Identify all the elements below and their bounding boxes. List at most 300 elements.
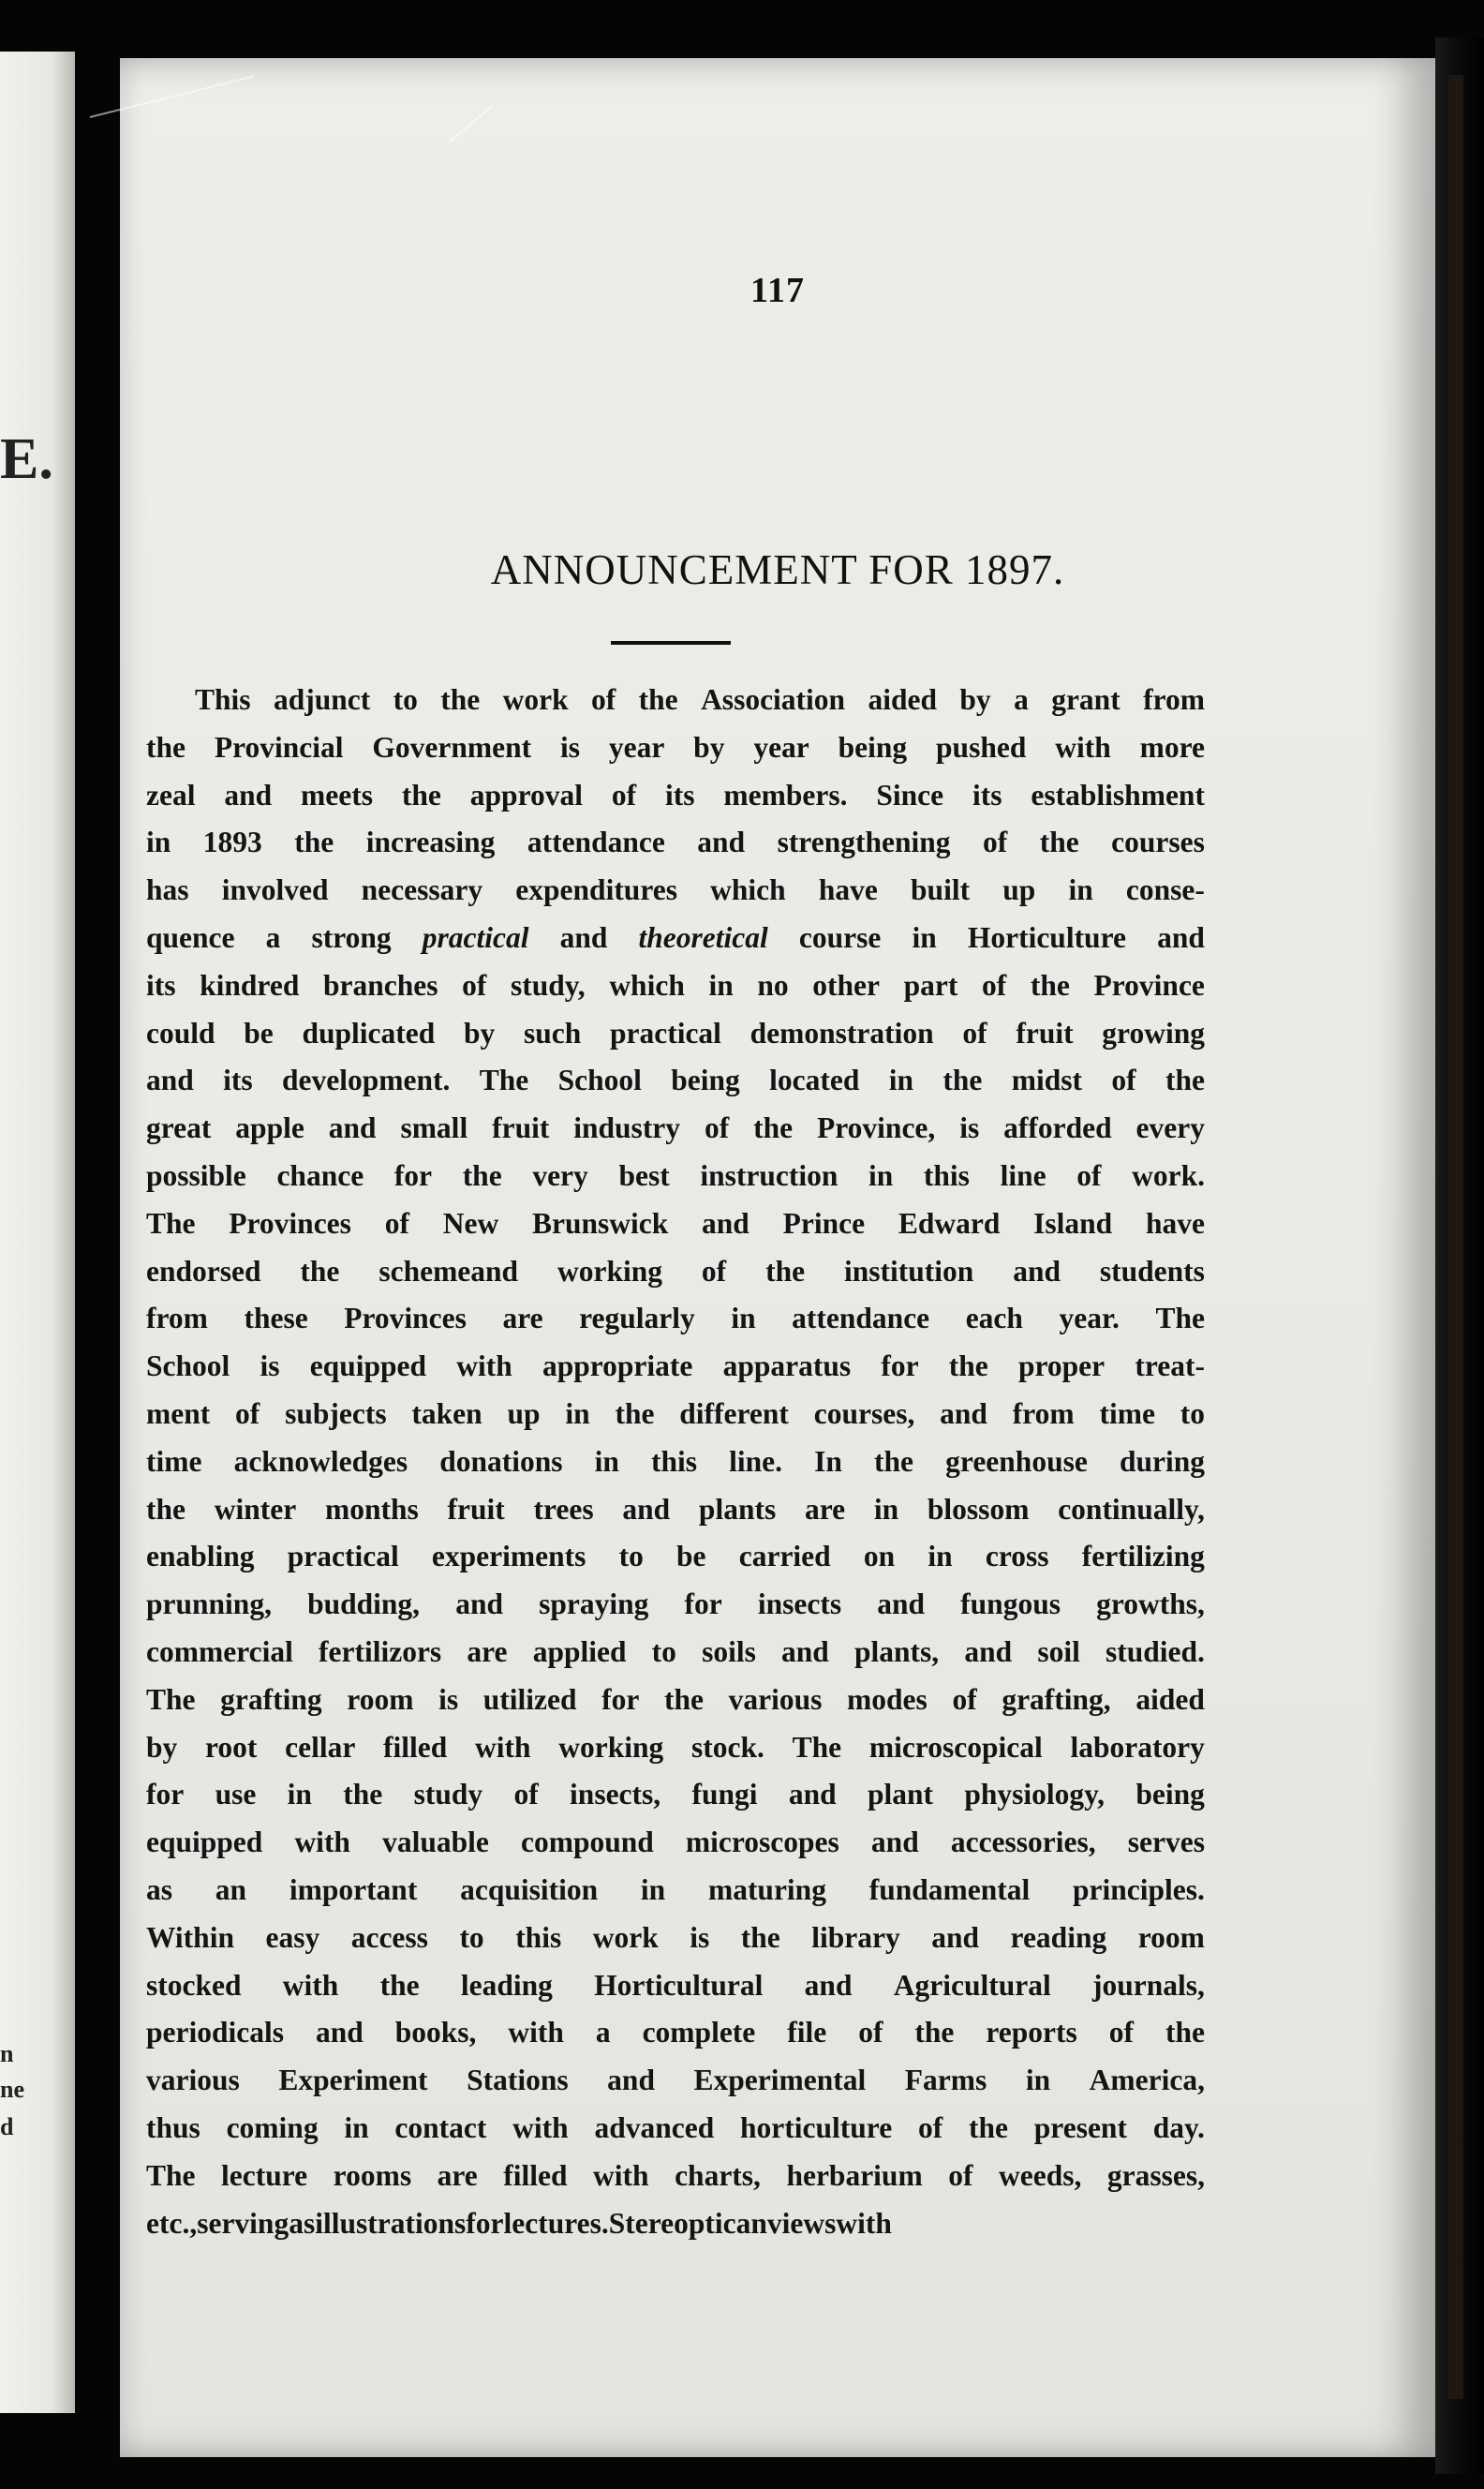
word: schemeand bbox=[378, 1254, 519, 1288]
word: Experiment bbox=[278, 2064, 428, 2097]
word: Since bbox=[876, 778, 944, 812]
word: with bbox=[593, 2158, 649, 2192]
word: with bbox=[512, 2110, 569, 2144]
word: fruit bbox=[447, 1492, 505, 1526]
word: kindred bbox=[200, 968, 300, 1002]
word: up bbox=[1002, 873, 1036, 907]
word: and bbox=[877, 1587, 926, 1621]
word: prunning, bbox=[146, 1587, 272, 1621]
word: and bbox=[697, 826, 746, 859]
word: this bbox=[923, 1158, 970, 1192]
word: is bbox=[690, 1920, 710, 1954]
word: lecture bbox=[221, 2158, 308, 2192]
word: The bbox=[146, 1206, 196, 1240]
word: and bbox=[964, 1634, 1013, 1668]
text-line bbox=[146, 2153, 1205, 2200]
word: fertilizors bbox=[319, 1634, 442, 1668]
text-line bbox=[146, 1867, 1205, 1915]
text-line bbox=[146, 867, 1205, 915]
word: is bbox=[959, 1111, 980, 1145]
word: with bbox=[282, 1968, 339, 2002]
word: lectures. bbox=[503, 2206, 609, 2240]
word: of bbox=[917, 2110, 943, 2144]
word: and bbox=[455, 1587, 503, 1621]
word: of bbox=[235, 1396, 260, 1430]
word: America, bbox=[1089, 2064, 1205, 2097]
word: for bbox=[146, 1778, 185, 1811]
word: library bbox=[811, 1920, 900, 1954]
word: for bbox=[466, 2206, 504, 2240]
word: soils bbox=[702, 1634, 756, 1668]
word: thus bbox=[146, 2110, 200, 2144]
word: of bbox=[952, 1682, 977, 1716]
word: the bbox=[664, 1682, 704, 1716]
text-line bbox=[146, 1962, 1205, 2010]
word: as bbox=[146, 1872, 173, 1906]
word: plants bbox=[698, 1492, 777, 1526]
word: courses bbox=[1111, 826, 1205, 859]
word: accessories, bbox=[950, 1826, 1096, 1859]
word: with bbox=[475, 1730, 531, 1764]
word: quence bbox=[146, 920, 235, 954]
word: this bbox=[651, 1444, 698, 1478]
word: students bbox=[1099, 1254, 1205, 1288]
word: growths, bbox=[1096, 1587, 1205, 1621]
word: institution bbox=[843, 1254, 974, 1288]
text-line bbox=[146, 1248, 1205, 1296]
word: reports bbox=[986, 2016, 1077, 2049]
word: as bbox=[289, 2206, 316, 2240]
word: contact bbox=[394, 2110, 487, 2144]
word: attendance bbox=[792, 1302, 930, 1335]
title-underline-rule bbox=[611, 641, 731, 645]
word: for bbox=[601, 1682, 640, 1716]
word: of bbox=[948, 2158, 973, 2192]
word: physiology, bbox=[964, 1778, 1106, 1811]
word: year bbox=[608, 730, 665, 764]
word: and bbox=[931, 1920, 980, 1954]
word: ment bbox=[146, 1396, 211, 1430]
word: and bbox=[146, 1064, 194, 1097]
word: for bbox=[684, 1587, 722, 1621]
word: periodicals bbox=[146, 2016, 284, 2049]
word: stocked bbox=[146, 1968, 242, 2002]
word: attendance bbox=[527, 826, 665, 859]
previous-page-fragment: d bbox=[0, 2113, 14, 2140]
word: on bbox=[863, 1540, 896, 1573]
word: work. bbox=[1132, 1158, 1205, 1192]
body-paragraph bbox=[146, 677, 1205, 2247]
word: plants, bbox=[854, 1634, 940, 1668]
word: branches bbox=[322, 968, 438, 1002]
word: the bbox=[401, 778, 441, 812]
word: Farms bbox=[904, 2064, 987, 2097]
word: the bbox=[1165, 1064, 1205, 1097]
word: budding, bbox=[307, 1587, 421, 1621]
word: winter bbox=[214, 1492, 297, 1526]
word: insects, bbox=[570, 1778, 661, 1811]
word: and bbox=[559, 920, 608, 954]
word: and bbox=[788, 1778, 837, 1811]
word: which bbox=[710, 873, 786, 907]
word: Stations bbox=[467, 2064, 569, 2097]
word: The bbox=[146, 2158, 196, 2192]
word: could bbox=[146, 1016, 215, 1050]
word: possible bbox=[146, 1158, 246, 1192]
text-line bbox=[146, 1057, 1205, 1105]
word: with bbox=[1055, 730, 1111, 764]
word: such bbox=[523, 1016, 582, 1050]
word: are bbox=[437, 2158, 478, 2192]
word: endorsed bbox=[146, 1254, 261, 1288]
word: being bbox=[671, 1064, 740, 1097]
word: increasing bbox=[365, 826, 496, 859]
word: of bbox=[591, 683, 616, 716]
word: proper bbox=[1017, 1349, 1106, 1383]
word: the bbox=[942, 1064, 983, 1097]
word: taken bbox=[411, 1396, 482, 1430]
word: stock. bbox=[691, 1730, 764, 1764]
word: aided bbox=[1135, 1682, 1205, 1716]
word: by bbox=[959, 683, 991, 716]
word: be bbox=[244, 1016, 274, 1050]
word: in bbox=[640, 1872, 666, 1906]
word: by bbox=[463, 1016, 496, 1050]
word: in bbox=[868, 1158, 894, 1192]
word: the bbox=[969, 2110, 1008, 2144]
word: of bbox=[462, 968, 487, 1002]
word: and bbox=[622, 1492, 671, 1526]
word: are bbox=[467, 1634, 508, 1668]
word: serves bbox=[1127, 1826, 1205, 1859]
word: is bbox=[559, 730, 580, 764]
word: for bbox=[881, 1349, 919, 1383]
word: practical bbox=[287, 1540, 399, 1573]
word: and bbox=[804, 1968, 853, 2002]
text-line bbox=[146, 1629, 1205, 1677]
word: different bbox=[679, 1396, 789, 1430]
word: treat- bbox=[1135, 1349, 1205, 1383]
word: working bbox=[556, 1254, 663, 1288]
word: the bbox=[914, 2016, 955, 2049]
word: with bbox=[294, 1826, 350, 1859]
text-line bbox=[146, 2009, 1205, 2057]
word: being bbox=[838, 730, 908, 764]
text-line bbox=[146, 1533, 1205, 1581]
word: strengthening bbox=[777, 826, 951, 859]
word: and bbox=[328, 1111, 377, 1145]
word: pushed bbox=[936, 730, 1027, 764]
word: great bbox=[146, 1111, 212, 1145]
word: books, bbox=[394, 2016, 477, 2049]
word: charts, bbox=[675, 2158, 761, 2192]
word: during bbox=[1119, 1444, 1205, 1478]
word: grafting, bbox=[1002, 1682, 1111, 1716]
word: part bbox=[903, 968, 958, 1002]
word: In bbox=[814, 1444, 842, 1478]
word: leading bbox=[460, 1968, 553, 2002]
word: the bbox=[300, 1254, 340, 1288]
word: Horticultural bbox=[594, 1968, 764, 2002]
word: course bbox=[798, 920, 882, 954]
word: acquisition bbox=[460, 1872, 599, 1906]
word: the bbox=[753, 1111, 794, 1145]
word: with bbox=[456, 1349, 512, 1383]
word: filled bbox=[383, 1730, 448, 1764]
word: very bbox=[532, 1158, 588, 1192]
word: day. bbox=[1152, 2110, 1205, 2144]
word: Edward bbox=[898, 1206, 1001, 1240]
word: Province, bbox=[817, 1111, 936, 1145]
word: This bbox=[195, 683, 251, 716]
word: important bbox=[289, 1872, 418, 1906]
word: by bbox=[693, 730, 725, 764]
previous-page-letter: E. bbox=[0, 427, 53, 491]
word: being bbox=[1135, 1778, 1205, 1811]
word: establishment bbox=[1031, 778, 1205, 812]
word: which bbox=[609, 968, 685, 1002]
word: these bbox=[244, 1302, 308, 1335]
word: midst bbox=[1011, 1064, 1082, 1097]
word: Agricultural bbox=[893, 1968, 1051, 2002]
word: Horticulture bbox=[967, 920, 1126, 954]
word: Experimental bbox=[693, 2064, 867, 2097]
word: plant bbox=[867, 1778, 934, 1811]
word: the bbox=[462, 1158, 502, 1192]
word: herbarium bbox=[786, 2158, 923, 2192]
word: apparatus bbox=[722, 1349, 852, 1383]
word: grant bbox=[1051, 683, 1120, 716]
word: an bbox=[215, 1872, 247, 1906]
word: is bbox=[438, 1682, 459, 1716]
word: carried bbox=[738, 1540, 831, 1573]
word: in bbox=[928, 1540, 953, 1573]
word: the bbox=[379, 1968, 420, 2002]
word: from bbox=[1143, 683, 1205, 716]
word: reading bbox=[1010, 1920, 1107, 1954]
word: its bbox=[146, 968, 176, 1002]
word: etc., bbox=[146, 2206, 198, 2240]
word: its bbox=[665, 778, 695, 812]
word: in bbox=[565, 1396, 590, 1430]
word: be bbox=[676, 1540, 706, 1573]
word: involved bbox=[221, 873, 329, 907]
word: 1893 bbox=[202, 826, 262, 859]
word: microscopical bbox=[868, 1730, 1043, 1764]
word: chance bbox=[276, 1158, 364, 1192]
word: from bbox=[1012, 1396, 1075, 1430]
word: working bbox=[558, 1730, 664, 1764]
italic-word: practical bbox=[422, 920, 529, 954]
word: fungous bbox=[960, 1587, 1061, 1621]
word: zeal bbox=[146, 778, 196, 812]
word: the bbox=[615, 1396, 655, 1430]
word: soil bbox=[1037, 1634, 1080, 1668]
word: of bbox=[701, 1254, 727, 1288]
word: principles. bbox=[1073, 1872, 1205, 1906]
word: root bbox=[205, 1730, 258, 1764]
word: have bbox=[1145, 1206, 1205, 1240]
word: time bbox=[146, 1444, 202, 1478]
word: and bbox=[224, 778, 273, 812]
word: Stereoptican bbox=[608, 2206, 767, 2240]
word: of bbox=[1111, 1064, 1136, 1097]
word: adjunct bbox=[273, 683, 371, 716]
word: its bbox=[972, 778, 1002, 812]
word: Provinces bbox=[344, 1302, 467, 1335]
word: best bbox=[618, 1158, 670, 1192]
word: microscopes bbox=[685, 1826, 839, 1859]
word: with bbox=[508, 2016, 564, 2049]
word: in bbox=[912, 920, 937, 954]
word: horticulture bbox=[740, 2110, 893, 2144]
text-line bbox=[146, 1819, 1205, 1867]
text-line bbox=[146, 677, 1205, 724]
word: The bbox=[1155, 1302, 1205, 1335]
italic-word: theoretical bbox=[638, 920, 768, 954]
page-number: 117 bbox=[750, 271, 805, 310]
word: demonstration bbox=[749, 1016, 934, 1050]
word: trees bbox=[533, 1492, 594, 1526]
word: built bbox=[911, 873, 971, 907]
word: the bbox=[146, 1492, 186, 1526]
word: maturing bbox=[707, 1872, 826, 1906]
page-title: ANNOUNCEMENT FOR 1897. bbox=[490, 546, 1065, 593]
word: to bbox=[459, 1920, 484, 1954]
word: the bbox=[948, 1349, 988, 1383]
word: with bbox=[836, 2206, 892, 2240]
text-line bbox=[146, 724, 1205, 772]
word: Prince bbox=[782, 1206, 866, 1240]
word: room bbox=[347, 1682, 414, 1716]
word: applied bbox=[532, 1634, 627, 1668]
document-page bbox=[120, 58, 1435, 2457]
word: the bbox=[440, 683, 481, 716]
word: in bbox=[594, 1444, 619, 1478]
word: approval bbox=[469, 778, 583, 812]
text-line bbox=[146, 2200, 1205, 2248]
word: serving bbox=[197, 2206, 289, 2240]
word: the bbox=[294, 826, 334, 859]
word: has bbox=[146, 873, 189, 907]
text-line bbox=[146, 1581, 1205, 1629]
word: in bbox=[1068, 873, 1093, 907]
word: strong bbox=[311, 920, 392, 954]
word: aided bbox=[868, 683, 937, 716]
word: filled bbox=[503, 2158, 568, 2192]
word: commercial bbox=[146, 1634, 293, 1668]
word: in bbox=[344, 2110, 369, 2144]
word: the bbox=[146, 730, 186, 764]
word: fruit bbox=[492, 1111, 550, 1145]
word: courses, bbox=[813, 1396, 915, 1430]
word: every bbox=[1135, 1111, 1205, 1145]
word: industry bbox=[573, 1111, 681, 1145]
word: in bbox=[1025, 2064, 1051, 2097]
word: study, bbox=[511, 968, 586, 1002]
word: use bbox=[215, 1778, 257, 1811]
text-line bbox=[146, 1200, 1205, 1248]
word: up bbox=[507, 1396, 541, 1430]
previous-page-fragment: n bbox=[0, 2040, 14, 2067]
word: work bbox=[502, 683, 569, 716]
word: and bbox=[870, 1826, 919, 1859]
word: Within bbox=[146, 1920, 234, 1954]
word: more bbox=[1139, 730, 1205, 764]
word: room bbox=[1137, 1920, 1205, 1954]
text-line bbox=[146, 1915, 1205, 1962]
word: The bbox=[479, 1064, 529, 1097]
text-line bbox=[146, 1677, 1205, 1724]
word: cellar bbox=[285, 1730, 356, 1764]
word: subjects bbox=[285, 1396, 387, 1430]
word: present bbox=[1033, 2110, 1127, 2144]
word: in bbox=[873, 1492, 899, 1526]
word: grasses, bbox=[1106, 2158, 1205, 2192]
word: equipped bbox=[146, 1826, 263, 1859]
word: cross bbox=[985, 1540, 1049, 1573]
word: year. bbox=[1059, 1302, 1120, 1335]
text-line bbox=[146, 1438, 1205, 1486]
word: insects bbox=[757, 1587, 842, 1621]
word: year bbox=[753, 730, 809, 764]
text-line bbox=[146, 1771, 1205, 1819]
word: the bbox=[740, 1920, 780, 1954]
word: in bbox=[731, 1302, 756, 1335]
word: months bbox=[324, 1492, 419, 1526]
word: access bbox=[350, 1920, 428, 1954]
word: the bbox=[343, 1778, 383, 1811]
word: of bbox=[513, 1778, 539, 1811]
word: Provincial bbox=[214, 730, 344, 764]
word: and bbox=[1157, 920, 1205, 954]
text-line bbox=[146, 1486, 1205, 1534]
word: fungi bbox=[691, 1778, 758, 1811]
word: and bbox=[702, 1206, 749, 1240]
word: the bbox=[874, 1444, 914, 1478]
word: grafting bbox=[220, 1682, 322, 1716]
word: continually, bbox=[1058, 1492, 1205, 1526]
word: experiments bbox=[431, 1540, 586, 1573]
text-line bbox=[146, 1391, 1205, 1438]
word: of bbox=[982, 826, 1008, 859]
word: line bbox=[1000, 1158, 1046, 1192]
text-line bbox=[146, 2105, 1205, 2153]
word: Association bbox=[701, 683, 846, 716]
word: in bbox=[287, 1778, 312, 1811]
text-line bbox=[146, 1010, 1205, 1058]
word: compound bbox=[520, 1826, 654, 1859]
word: to bbox=[618, 1540, 644, 1573]
word: School bbox=[557, 1064, 642, 1097]
word: meets bbox=[301, 778, 373, 812]
text-line bbox=[146, 915, 1205, 962]
word: of bbox=[611, 778, 637, 812]
word: the bbox=[1039, 826, 1079, 859]
word: are bbox=[502, 1302, 543, 1335]
text-line bbox=[146, 2057, 1205, 2105]
word: of bbox=[1108, 2016, 1135, 2049]
word: study bbox=[413, 1778, 483, 1811]
word: weeds, bbox=[998, 2158, 1082, 2192]
previous-page-fragment: ne bbox=[0, 2076, 24, 2103]
word: rooms bbox=[333, 2158, 412, 2192]
word: each bbox=[965, 1302, 1023, 1335]
word: expenditures bbox=[515, 873, 677, 907]
text-line bbox=[146, 772, 1205, 820]
word: and bbox=[940, 1396, 987, 1430]
word: fundamental bbox=[868, 1872, 1031, 1906]
